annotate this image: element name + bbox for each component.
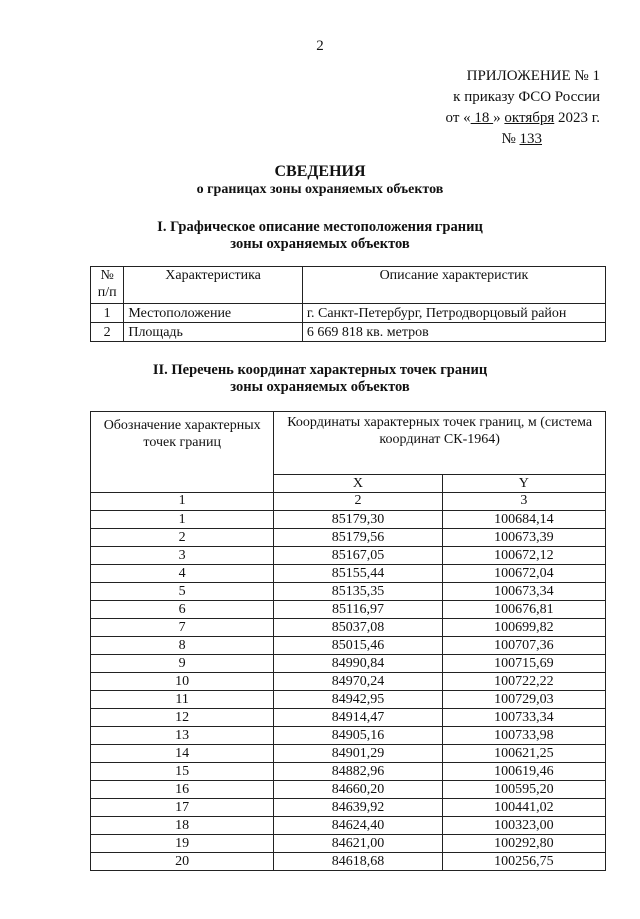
table-row xyxy=(91,583,606,601)
table-row xyxy=(91,763,606,781)
cell-x: 85155,44 xyxy=(274,565,442,583)
cell-point-number: 9 xyxy=(91,655,274,673)
table-header-row xyxy=(91,412,606,475)
section1-title: I. Графическое описание местоположения границ xyxy=(157,219,483,235)
appendix-number xyxy=(446,129,600,150)
cell-y: 100672,12 xyxy=(442,547,605,565)
cell-x: 84905,16 xyxy=(274,727,442,745)
table-row xyxy=(91,601,606,619)
header-description: Описание характеристик xyxy=(302,267,605,304)
cell-point-number: 19 xyxy=(91,835,274,853)
cell-point-number: 7 xyxy=(91,619,274,637)
cell-y: 100441,02 xyxy=(442,799,605,817)
cell-point-number: 15 xyxy=(91,763,274,781)
cell-characteristic: Площадь xyxy=(124,323,303,342)
cell-number: 2 xyxy=(91,323,124,342)
cell-point-number: 14 xyxy=(91,745,274,763)
table-row xyxy=(91,835,606,853)
date-mid: » xyxy=(493,110,501,126)
cell-y: 100256,75 xyxy=(442,853,605,871)
cell-x: 84639,92 xyxy=(274,799,442,817)
page-number: 2 xyxy=(316,38,324,54)
cell-x: 84901,29 xyxy=(274,745,442,763)
coordinates-table xyxy=(90,411,606,871)
date-year: 2023 г. xyxy=(554,110,600,126)
cell-y: 100292,80 xyxy=(442,835,605,853)
cell-y: 100672,04 xyxy=(442,565,605,583)
cell-point-number: 1 xyxy=(91,511,274,529)
header-characteristic: Характеристика xyxy=(124,267,303,304)
cell-y: 100699,82 xyxy=(442,619,605,637)
cell-x: 85179,30 xyxy=(274,511,442,529)
cell-y: 100733,98 xyxy=(442,727,605,745)
cell-y: 100707,36 xyxy=(442,637,605,655)
table-row xyxy=(91,727,606,745)
cell-point-number: 18 xyxy=(91,817,274,835)
column-number: 3 xyxy=(442,493,605,511)
cell-x: 84990,84 xyxy=(274,655,442,673)
table-header-row xyxy=(91,267,606,304)
table-row xyxy=(91,304,606,323)
cell-x: 85167,05 xyxy=(274,547,442,565)
cell-x: 85037,08 xyxy=(274,619,442,637)
table-row xyxy=(91,511,606,529)
characteristics-table xyxy=(90,266,606,342)
table-column-numbers-row xyxy=(91,493,606,511)
cell-x: 84618,68 xyxy=(274,853,442,871)
cell-point-number: 11 xyxy=(91,691,274,709)
cell-x: 85116,97 xyxy=(274,601,442,619)
cell-x: 84914,47 xyxy=(274,709,442,727)
number-prefix: № xyxy=(501,131,516,147)
cell-x: 85015,46 xyxy=(274,637,442,655)
appendix-order-ref: к приказу ФСО России xyxy=(453,89,600,105)
column-number: 2 xyxy=(274,493,442,511)
order-number: 133 xyxy=(519,131,542,147)
appendix-block xyxy=(446,66,600,150)
cell-y: 100676,81 xyxy=(442,601,605,619)
table-row xyxy=(91,655,606,673)
cell-x: 84942,95 xyxy=(274,691,442,709)
table-row xyxy=(91,323,606,342)
table-row xyxy=(91,817,606,835)
cell-point-number: 6 xyxy=(91,601,274,619)
header-point-designation: Обозначение характерных точек границ xyxy=(91,412,274,493)
cell-point-number: 13 xyxy=(91,727,274,745)
cell-point-number: 3 xyxy=(91,547,274,565)
cell-point-number: 4 xyxy=(91,565,274,583)
header-x: X xyxy=(274,475,442,493)
cell-x: 84970,24 xyxy=(274,673,442,691)
coordinates-table-body xyxy=(91,511,606,871)
section2-title-line2: зоны охраняемых объектов xyxy=(230,379,410,395)
table-row xyxy=(91,799,606,817)
table-row xyxy=(91,637,606,655)
table-row xyxy=(91,709,606,727)
appendix-title: ПРИЛОЖЕНИЕ № 1 xyxy=(466,68,600,84)
cell-description: г. Санкт-Петербург, Петродворцовый район xyxy=(302,304,605,323)
cell-y: 100684,14 xyxy=(442,511,605,529)
header-y: Y xyxy=(442,475,605,493)
cell-point-number: 10 xyxy=(91,673,274,691)
table-row xyxy=(91,691,606,709)
cell-description: 6 669 818 кв. метров xyxy=(302,323,605,342)
cell-x: 84624,40 xyxy=(274,817,442,835)
cell-x: 84660,20 xyxy=(274,781,442,799)
section2-title: II. Перечень координат характерных точек границ xyxy=(152,362,488,378)
cell-y: 100715,69 xyxy=(442,655,605,673)
cell-y: 100733,34 xyxy=(442,709,605,727)
cell-y: 100722,22 xyxy=(442,673,605,691)
table-row xyxy=(91,673,606,691)
table-row xyxy=(91,745,606,763)
cell-point-number: 17 xyxy=(91,799,274,817)
cell-x: 84621,00 xyxy=(274,835,442,853)
date-prefix: от « xyxy=(445,110,471,126)
header-number: № п/п xyxy=(91,267,124,304)
table-row xyxy=(91,853,606,871)
cell-y: 100621,25 xyxy=(442,745,605,763)
cell-point-number: 20 xyxy=(91,853,274,871)
table-row xyxy=(91,547,606,565)
cell-y: 100673,34 xyxy=(442,583,605,601)
cell-point-number: 12 xyxy=(91,709,274,727)
appendix-date xyxy=(446,108,600,129)
cell-x: 85179,56 xyxy=(274,529,442,547)
document-title: СВЕДЕНИЯ xyxy=(274,163,366,180)
table-row xyxy=(91,619,606,637)
table-row xyxy=(91,781,606,799)
cell-y: 100673,39 xyxy=(442,529,605,547)
header-coordinates: Координаты характерных точек границ, м (система координат СК-1964) xyxy=(274,412,606,475)
cell-x: 84882,96 xyxy=(274,763,442,781)
table-row xyxy=(91,529,606,547)
cell-y: 100595,20 xyxy=(442,781,605,799)
column-number: 1 xyxy=(91,493,274,511)
cell-point-number: 8 xyxy=(91,637,274,655)
cell-point-number: 2 xyxy=(91,529,274,547)
cell-x: 85135,35 xyxy=(274,583,442,601)
cell-y: 100323,00 xyxy=(442,817,605,835)
cell-number: 1 xyxy=(91,304,124,323)
cell-y: 100619,46 xyxy=(442,763,605,781)
cell-point-number: 5 xyxy=(91,583,274,601)
document-subtitle: о границах зоны охраняемых объектов xyxy=(196,182,444,197)
date-day: 18 xyxy=(470,110,494,126)
cell-y: 100729,03 xyxy=(442,691,605,709)
date-month: октября xyxy=(504,110,555,126)
section1-title-line2: зоны охраняемых объектов xyxy=(230,236,410,252)
cell-characteristic: Местоположение xyxy=(124,304,303,323)
cell-point-number: 16 xyxy=(91,781,274,799)
table-row xyxy=(91,565,606,583)
